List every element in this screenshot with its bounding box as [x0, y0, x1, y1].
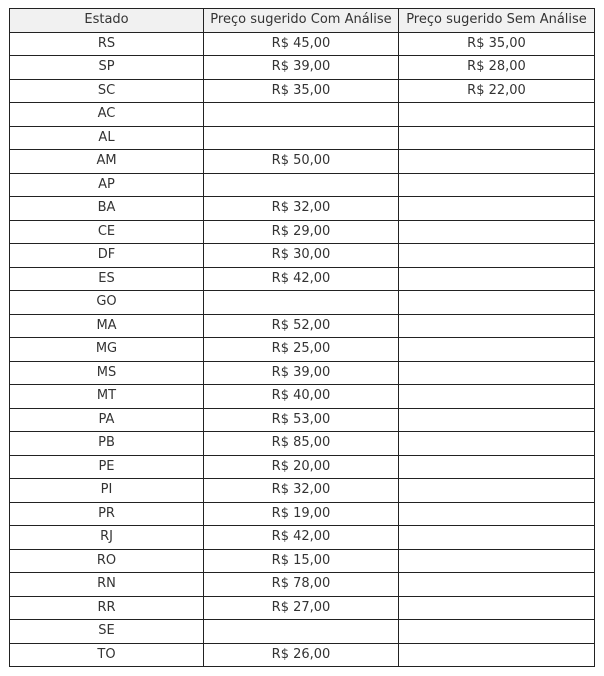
cell-estado: ES [10, 267, 204, 291]
cell-preco-sem-analise [399, 620, 595, 644]
cell-preco-sem-analise [399, 314, 595, 338]
table-row [10, 291, 595, 315]
cell-preco-com-analise: R$ 26,00 [204, 643, 399, 667]
cell-preco-com-analise [204, 291, 399, 315]
price-table [9, 8, 595, 667]
cell-preco-sem-analise [399, 573, 595, 597]
cell-estado: CE [10, 220, 204, 244]
table-row [10, 32, 595, 56]
cell-preco-com-analise [204, 103, 399, 127]
table-row [10, 197, 595, 221]
cell-preco-sem-analise [399, 267, 595, 291]
table-row [10, 479, 595, 503]
table-row [10, 526, 595, 550]
cell-estado: AL [10, 126, 204, 150]
table-row [10, 596, 595, 620]
cell-estado: AC [10, 103, 204, 127]
cell-preco-sem-analise [399, 220, 595, 244]
cell-preco-com-analise: R$ 78,00 [204, 573, 399, 597]
cell-estado: SE [10, 620, 204, 644]
cell-preco-com-analise: R$ 42,00 [204, 267, 399, 291]
table-row [10, 620, 595, 644]
cell-preco-com-analise [204, 126, 399, 150]
cell-preco-com-analise: R$ 53,00 [204, 408, 399, 432]
cell-estado: TO [10, 643, 204, 667]
cell-estado: RR [10, 596, 204, 620]
cell-preco-sem-analise [399, 549, 595, 573]
cell-preco-sem-analise: R$ 22,00 [399, 79, 595, 103]
cell-preco-com-analise: R$ 27,00 [204, 596, 399, 620]
cell-preco-com-analise: R$ 85,00 [204, 432, 399, 456]
table-row [10, 79, 595, 103]
table-row [10, 385, 595, 409]
table-row [10, 244, 595, 268]
cell-estado: MT [10, 385, 204, 409]
table-body [10, 32, 595, 667]
cell-preco-sem-analise [399, 244, 595, 268]
header-preco-sem-analise: Preço sugerido Sem Análise [399, 9, 595, 33]
table-row [10, 643, 595, 667]
cell-estado: PE [10, 455, 204, 479]
cell-preco-com-analise: R$ 29,00 [204, 220, 399, 244]
cell-preco-sem-analise [399, 643, 595, 667]
cell-preco-sem-analise [399, 126, 595, 150]
cell-estado: MA [10, 314, 204, 338]
cell-preco-sem-analise: R$ 28,00 [399, 56, 595, 80]
cell-preco-com-analise: R$ 39,00 [204, 56, 399, 80]
table-row [10, 173, 595, 197]
cell-preco-sem-analise [399, 526, 595, 550]
cell-estado: PA [10, 408, 204, 432]
cell-preco-sem-analise [399, 150, 595, 174]
table-row [10, 455, 595, 479]
cell-preco-com-analise: R$ 19,00 [204, 502, 399, 526]
cell-estado: DF [10, 244, 204, 268]
cell-preco-sem-analise [399, 596, 595, 620]
table-row [10, 573, 595, 597]
cell-preco-sem-analise [399, 502, 595, 526]
cell-preco-sem-analise [399, 338, 595, 362]
table-row [10, 150, 595, 174]
table-row [10, 549, 595, 573]
cell-estado: AP [10, 173, 204, 197]
table-row [10, 103, 595, 127]
cell-preco-com-analise: R$ 40,00 [204, 385, 399, 409]
cell-preco-com-analise: R$ 42,00 [204, 526, 399, 550]
cell-preco-com-analise: R$ 32,00 [204, 197, 399, 221]
cell-estado: RO [10, 549, 204, 573]
cell-preco-com-analise: R$ 30,00 [204, 244, 399, 268]
cell-estado: MS [10, 361, 204, 385]
cell-preco-com-analise: R$ 25,00 [204, 338, 399, 362]
cell-estado: RN [10, 573, 204, 597]
cell-estado: RS [10, 32, 204, 56]
cell-preco-com-analise: R$ 32,00 [204, 479, 399, 503]
cell-preco-sem-analise [399, 432, 595, 456]
cell-preco-com-analise: R$ 39,00 [204, 361, 399, 385]
cell-preco-sem-analise [399, 479, 595, 503]
cell-estado: PI [10, 479, 204, 503]
cell-estado: RJ [10, 526, 204, 550]
cell-preco-sem-analise [399, 455, 595, 479]
cell-preco-com-analise [204, 620, 399, 644]
table-row [10, 338, 595, 362]
cell-estado: PB [10, 432, 204, 456]
header-row [10, 9, 595, 33]
cell-preco-com-analise [204, 173, 399, 197]
table-row [10, 126, 595, 150]
cell-estado: GO [10, 291, 204, 315]
cell-preco-sem-analise [399, 385, 595, 409]
cell-estado: AM [10, 150, 204, 174]
table-row [10, 267, 595, 291]
cell-preco-sem-analise [399, 361, 595, 385]
table-row [10, 432, 595, 456]
cell-preco-com-analise: R$ 20,00 [204, 455, 399, 479]
cell-estado: SP [10, 56, 204, 80]
cell-preco-sem-analise: R$ 35,00 [399, 32, 595, 56]
header-preco-com-analise: Preço sugerido Com Análise [204, 9, 399, 33]
table-row [10, 56, 595, 80]
cell-preco-com-analise: R$ 50,00 [204, 150, 399, 174]
cell-preco-sem-analise [399, 291, 595, 315]
table-row [10, 502, 595, 526]
cell-estado: BA [10, 197, 204, 221]
header-estado: Estado [10, 9, 204, 33]
cell-preco-com-analise: R$ 45,00 [204, 32, 399, 56]
table-row [10, 220, 595, 244]
cell-preco-com-analise: R$ 35,00 [204, 79, 399, 103]
table-row [10, 408, 595, 432]
table-row [10, 314, 595, 338]
cell-estado: SC [10, 79, 204, 103]
cell-estado: MG [10, 338, 204, 362]
cell-estado: PR [10, 502, 204, 526]
cell-preco-sem-analise [399, 103, 595, 127]
cell-preco-com-analise: R$ 15,00 [204, 549, 399, 573]
cell-preco-com-analise: R$ 52,00 [204, 314, 399, 338]
cell-preco-sem-analise [399, 173, 595, 197]
cell-preco-sem-analise [399, 197, 595, 221]
table-row [10, 361, 595, 385]
cell-preco-sem-analise [399, 408, 595, 432]
